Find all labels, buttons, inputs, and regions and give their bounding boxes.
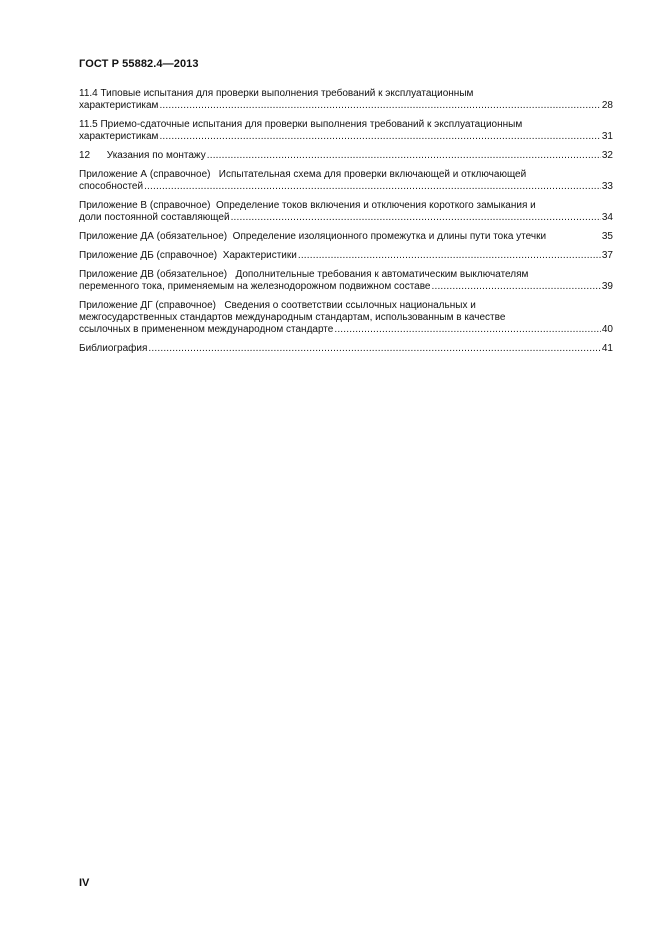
toc-entry-text: доли постоянной составляющей <box>79 212 230 223</box>
toc-entry-line: Приложение В (справочное) Определение токов включения и отключения короткого замыкания и <box>79 200 536 211</box>
toc-entry-text: ссылочных в примененном международном стандарте <box>79 324 334 335</box>
toc-entry[interactable] <box>79 300 613 336</box>
toc-page-number: 28 <box>601 100 613 111</box>
standard-title: ГОСТ Р 55882.4—2013 <box>79 58 199 70</box>
toc-entry-text: 12 Указания по монтажу <box>79 150 206 161</box>
toc-entry-last-line <box>79 181 613 193</box>
toc-entry-last-line <box>79 281 613 293</box>
toc-page-number: 32 <box>601 150 613 161</box>
toc-entry-text: характеристикам <box>79 131 159 142</box>
toc-entry-text: Приложение ДА (обязательное) Определение изоляционного промежутка и длины пути тока утечки <box>79 231 547 242</box>
toc-entry[interactable] <box>79 231 613 243</box>
dot-leader <box>432 281 601 293</box>
toc-entry-line: 11.5 Приемо-сдаточные испытания для проверки выполнения требований к эксплуатационным <box>79 119 523 130</box>
toc-entry[interactable] <box>79 343 613 355</box>
toc-entry-line: Приложение А (справочное) Испытательная схема для проверки включающей и отключающей <box>79 169 527 180</box>
dot-leader <box>231 212 601 224</box>
dot-leader <box>144 181 601 193</box>
toc-entry-text: переменного тока, применяемым на железнодорожном подвижном составе <box>79 281 431 292</box>
toc-page-number: 35 <box>601 231 613 242</box>
toc-page-number: 40 <box>601 324 613 335</box>
toc-entry-line: Приложение ДГ (справочное) Сведения о соответствии ссылочных национальных и <box>79 300 476 311</box>
toc-entry-text: способностей <box>79 181 144 192</box>
dot-leader <box>334 324 601 336</box>
toc-entry-last-line <box>79 250 613 262</box>
toc-entry-last-line <box>79 231 613 243</box>
toc-entry-line: Приложение ДВ (обязательное) Дополнительные требования к автоматическим выключателям <box>79 269 529 280</box>
toc-entry-text: характеристикам <box>79 100 159 111</box>
toc-entry[interactable] <box>79 119 613 143</box>
toc-entry-line: межгосударственных стандартов международным стандартам, использованным в качестве <box>79 312 506 323</box>
document-header <box>79 58 199 70</box>
dot-leader <box>298 250 601 262</box>
toc-entry[interactable] <box>79 269 613 293</box>
toc-page-number: 33 <box>601 181 613 192</box>
toc-page-number: 39 <box>601 281 613 292</box>
toc-entry[interactable] <box>79 88 613 112</box>
toc-entry-text: Библиография <box>79 343 148 354</box>
toc-entry[interactable] <box>79 150 613 162</box>
toc-entry-last-line <box>79 150 613 162</box>
toc-entry-text: Приложение ДБ (справочное) Характеристики <box>79 250 297 261</box>
toc-page-number: 41 <box>601 343 613 354</box>
toc-entry-last-line <box>79 212 613 224</box>
dot-leader <box>159 131 600 143</box>
toc-page-number: 34 <box>601 212 613 223</box>
dot-leader <box>159 100 600 112</box>
toc-entry[interactable] <box>79 200 613 224</box>
toc-entry-last-line <box>79 131 613 143</box>
toc-entry-last-line <box>79 100 613 112</box>
page-footer <box>79 877 89 889</box>
toc-entry[interactable] <box>79 250 613 262</box>
dot-leader <box>148 343 600 355</box>
toc-entry-last-line <box>79 343 613 355</box>
dot-leader <box>207 150 601 162</box>
toc-page-number: 37 <box>601 250 613 261</box>
toc-entry-last-line <box>79 324 613 336</box>
toc-entry-line: 11.4 Типовые испытания для проверки выполнения требований к эксплуатационным <box>79 88 474 99</box>
toc-entry[interactable] <box>79 169 613 193</box>
page-number: IV <box>79 877 90 889</box>
toc-page-number: 31 <box>601 131 613 142</box>
table-of-contents <box>79 88 613 355</box>
